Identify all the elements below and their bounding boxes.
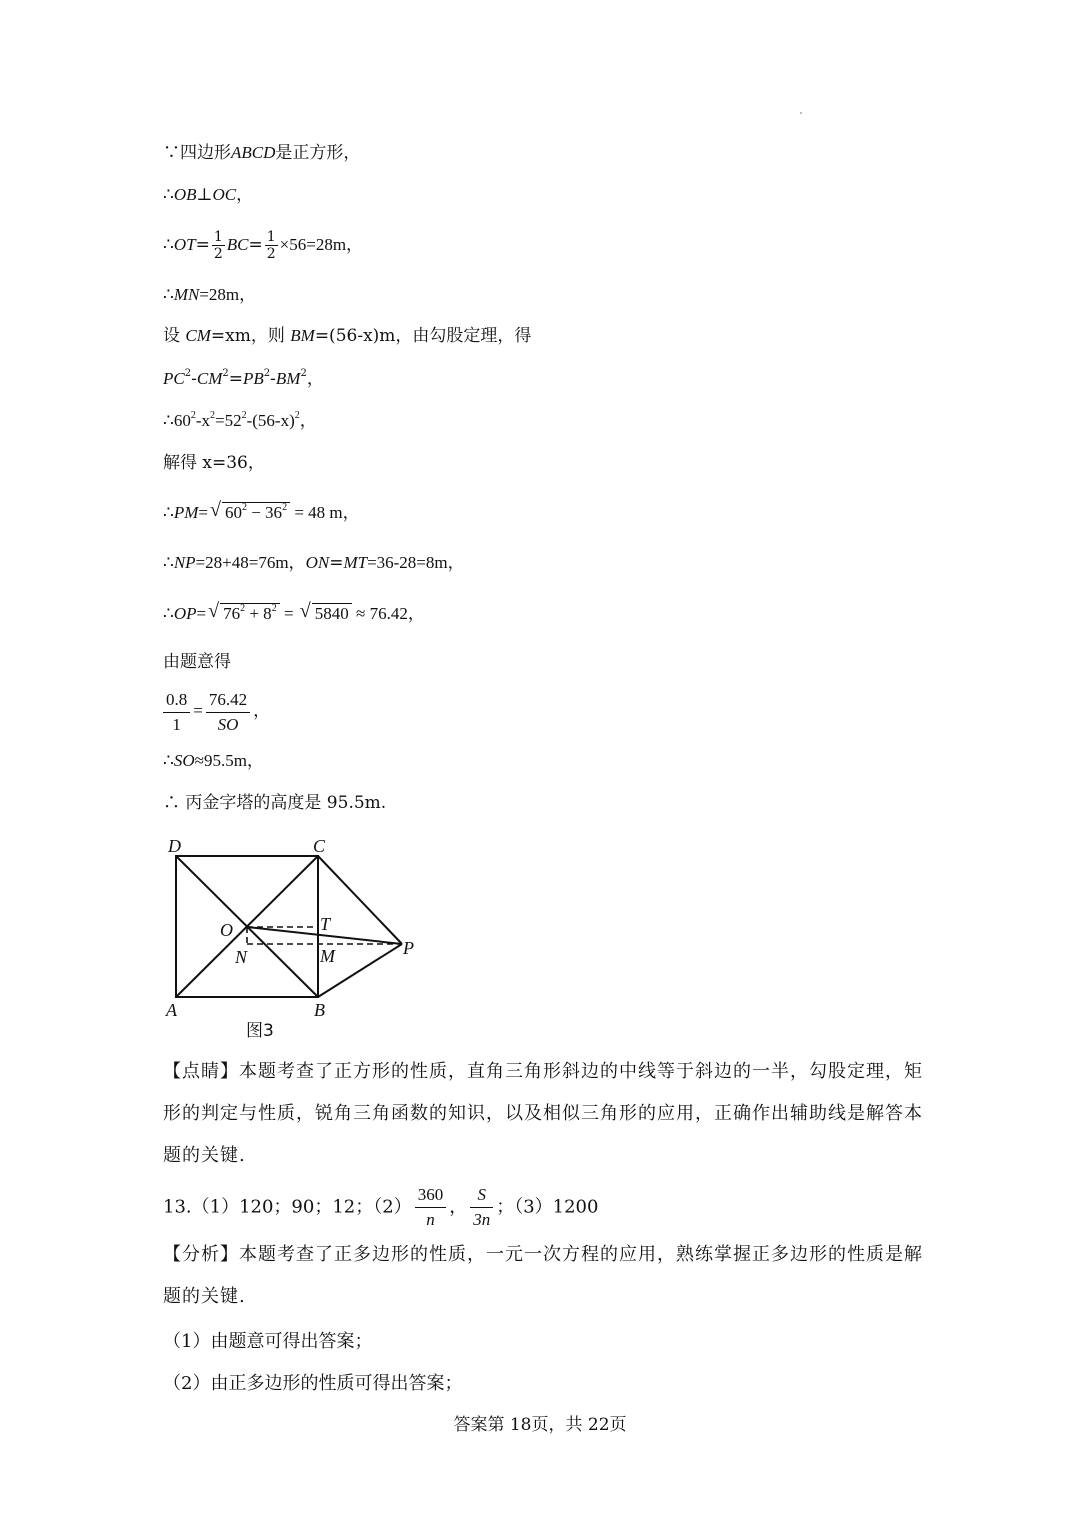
label-c: C bbox=[313, 836, 326, 856]
line-mn-value: ∴MN=28m， bbox=[163, 285, 257, 305]
line-pm-value: ∴PM= √ $60^2 - 36^2 = 48$ m， bbox=[163, 499, 360, 522]
page-footer: 答案第 18页，共 22页 bbox=[453, 1415, 627, 1435]
label-n: N bbox=[235, 947, 248, 967]
line-set-cm: 设 CM=xm，则 BM=(56-x)m，由勾股定理，得 bbox=[163, 326, 532, 346]
line-ob-perp-oc: ∴OB⊥OC， bbox=[163, 185, 254, 205]
label-m: M bbox=[320, 946, 335, 966]
line-op-value: ∴OP= √ $76^2 + 8^2$ = √ 5840 ≈ 76.42， bbox=[163, 600, 425, 623]
figure-caption: 图3 bbox=[246, 1021, 274, 1041]
label-t: T bbox=[320, 914, 331, 934]
geometry-figure bbox=[160, 830, 440, 1045]
line-ot-value: ∴OT= $\frac{1}{2}$ BC= $\frac{1}{2}$ ×56=28m， bbox=[163, 229, 364, 262]
label-a: A bbox=[166, 1000, 177, 1020]
analysis-step-2: （2）由正多边形的性质可得出答案； bbox=[163, 1373, 463, 1394]
label-p: P bbox=[403, 938, 414, 958]
line-square-premise: ∵四边形ABCD是正方形， bbox=[163, 143, 361, 163]
line-conclusion: ∴ 丙金字塔的高度是 95.5m. bbox=[163, 793, 387, 813]
line-by-problem: 由题意得 bbox=[163, 652, 231, 672]
analysis-step-1: （1）由题意可得出答案； bbox=[163, 1331, 373, 1352]
fenxi-paragraph: 【分析】本题考查了正多边形的性质，一元一次方程的应用，熟练掌握正多边形的性质是解题的关键. bbox=[163, 1244, 923, 1307]
line-so-value: ∴SO≈95.5m， bbox=[163, 751, 264, 771]
line-proportion: $\frac{0.8}{1}$ = $\frac{76.42}{SO}$ ， bbox=[163, 686, 270, 737]
label-d: D bbox=[168, 836, 181, 856]
line-equation: $\therefore 60^2-x^2=52^2-(56-x)^2$， bbox=[163, 410, 317, 430]
line-pythagoras-relation: $PC^2-CM^2=PB^2-BM^2$， bbox=[163, 368, 324, 389]
scan-speck bbox=[800, 112, 802, 114]
label-b: B bbox=[314, 1000, 325, 1020]
line-solve-x: 解得 x=36， bbox=[163, 453, 265, 473]
question-13-answer: 13.（1）120；90；12；（2） $\frac{360}{n}$ ， $\frac{S}{3n}$ ；（3）1200 bbox=[163, 1185, 599, 1229]
line-np-on: ∴NP=28+48=76m，ON=MT=36-28=8m， bbox=[163, 553, 465, 573]
dianjing-paragraph: 【点睛】本题考查了正方形的性质，直角三角形斜边的中线等于斜边的一半，勾股定理，矩形的判定与性质，锐角三角函数的知识，以及相似三角形的应用，正确作出辅助线是解答本题的关键. bbox=[163, 1061, 923, 1166]
label-o: O bbox=[220, 920, 233, 940]
segment-cp bbox=[318, 856, 402, 944]
